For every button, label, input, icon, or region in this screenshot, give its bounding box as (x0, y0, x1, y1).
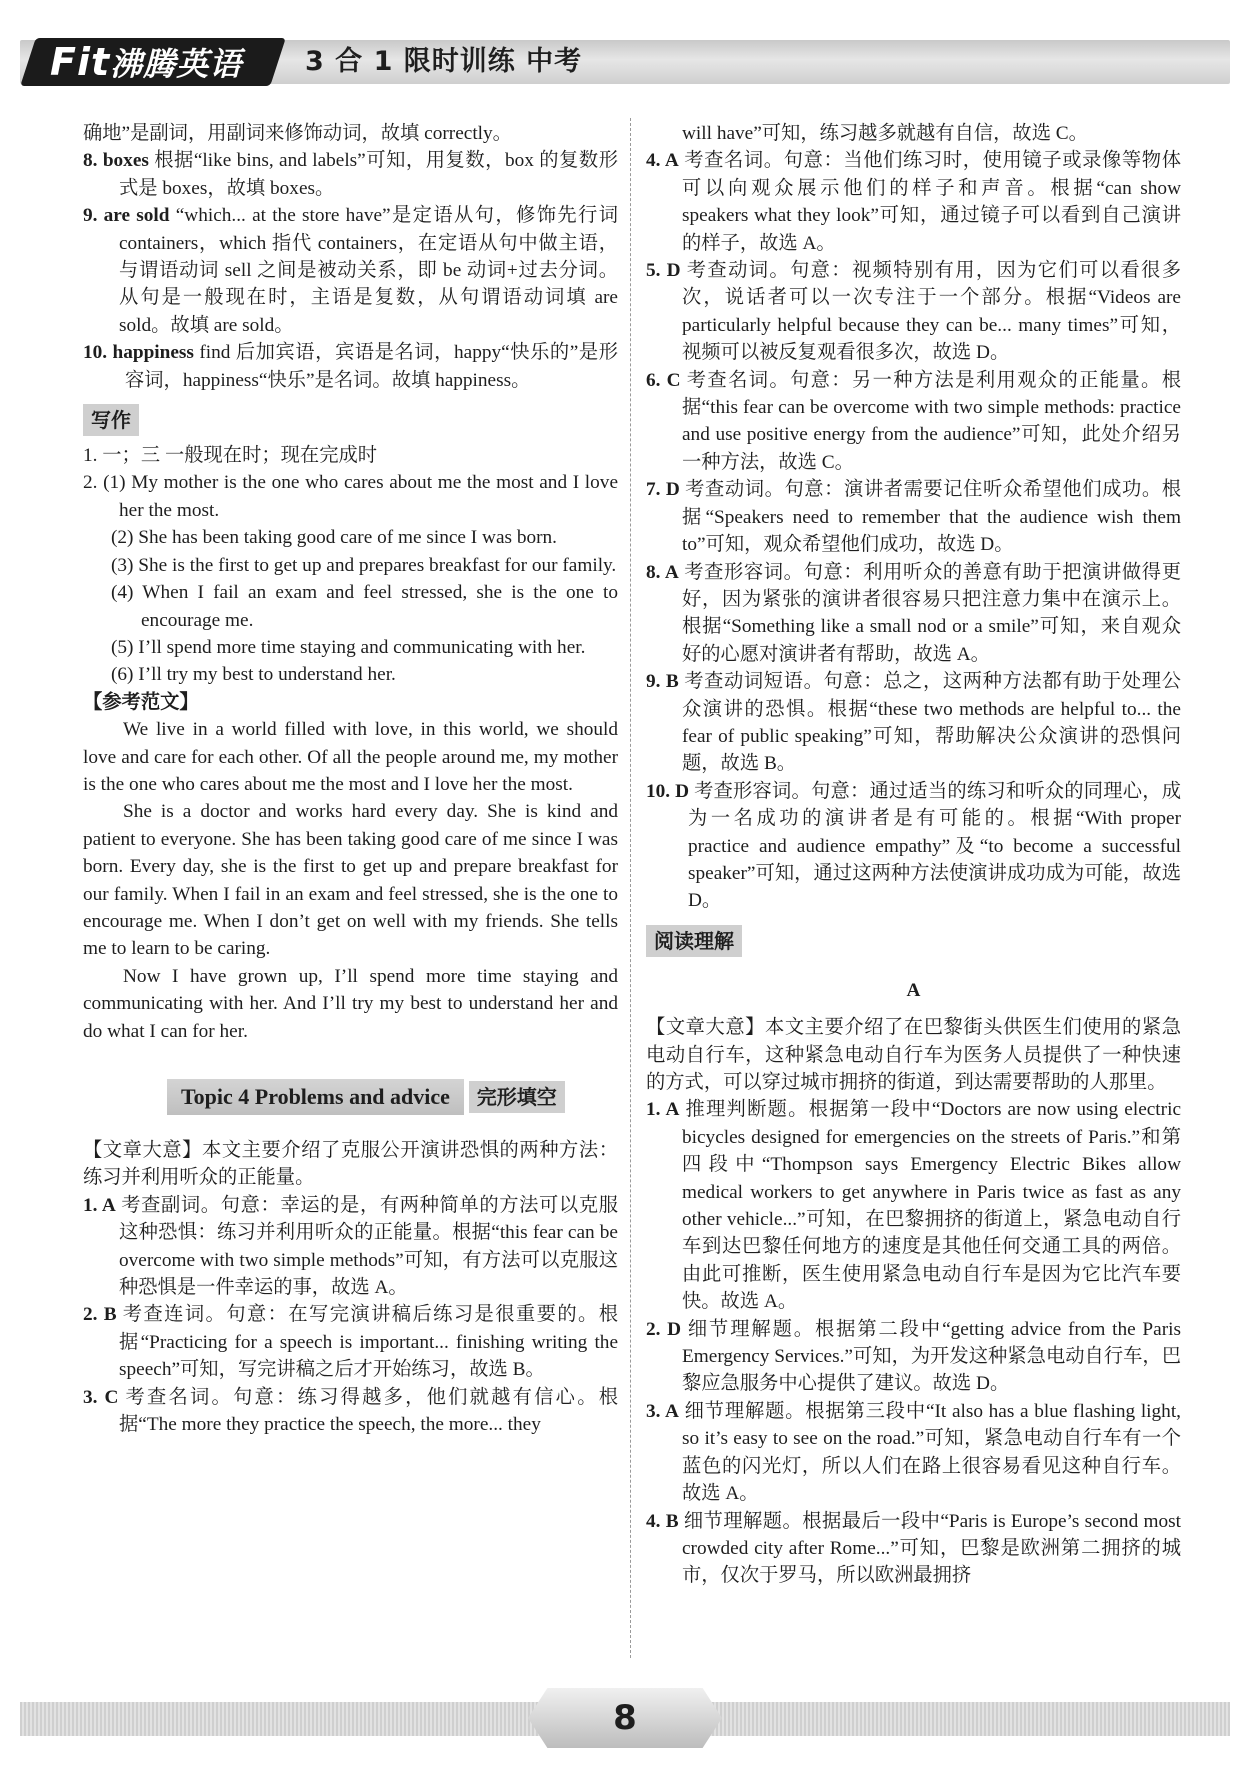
sample-paragraph: Now I have grown up, I’ll spend more time staying and communicating with her. And I’ll try my best to understand her and do what I can for her. (83, 965, 618, 1042)
sample-paragraph: We live in a world filled with love, in this world, we should love and care for each other. Of all the people around me, my mother is the one who cares about me the most and I love her the most. (83, 719, 618, 795)
writing-item: (6) I’ll try my best to understand her. (111, 664, 396, 686)
writing-item: 2. (1) My mother is the one who cares about me the most and I love her the most. (83, 472, 618, 521)
answer-item: 10. D 考查形容词。句意：通过适当的练习和听众的同理心，成为一名成功的演讲者是有可能的。根据“With proper practice and audience empathy”及“to become a successful speaker”可知，通过这两种方法使演讲成功成为可能，故选 D。 (646, 780, 1181, 912)
section-heading-cloze: 完形填空 (469, 1081, 565, 1113)
answer-item: 1. A 推理判断题。根据第一段中“Doctors are now using electric bicycles designed for emergencies on the streets of Paris.”和第四段中“Thompson says Emergency Electric Bikes allow medical workers to get anywhere in Paris twice as fast as any other vehicle...”可知，在巴黎拥挤的街道上，紧急电动自行车到达巴黎任何地方的速度是其他任何交通工具的两倍。由此可推断，医生使用紧急电动自行车是因为它比汽车要快。故选 A。 (646, 1099, 1181, 1313)
writing-item: (2) She has been taking good care of me since I was born. (111, 527, 558, 549)
continued-text: will have”可知，练习越多就越有自信，故选 C。 (682, 123, 1088, 144)
answer-item: 3. C 考查名词。句意：练习得越多，他们就越有信心。根据“The more they practice the speech, the more... they (83, 1386, 618, 1436)
answer-item: 10. happiness find 后加宾语，宾语是名词，happy“快乐的”是形容词，happiness“快乐”是名词。故填 happiness。 (83, 342, 618, 391)
writing-item: (5) I’ll spend more time staying and communicating with her. (111, 636, 586, 658)
passage-label: A (906, 979, 921, 1001)
topic-heading: Topic 4 Problems and advice (167, 1079, 464, 1115)
writing-item: 1. 一；三 一般现在时；现在完成时 (83, 445, 378, 467)
answer-item: 5. D 考查动词。句意：视频特别有用，因为它们可以看很多次，说话者可以一次专注于一个部分。根据“Videos are particularly helpful because they can be... many times”可知，视频可以被反复观看很多次，故选 D。 (646, 260, 1181, 364)
writing-item: (4) When I fail an exam and feel stressed, she is the one to encourage me. (111, 582, 618, 631)
reading-summary: 【文章大意】本文主要介绍了在巴黎街头供医生们使用的紧急电动自行车，这种紧急电动自行车为医务人员提供了一种快速的方式，可以穿过城市拥挤的街道，到达需要帮助的人那里。 (646, 1017, 1181, 1093)
answer-item: 8. boxes 根据“like bins, and labels”可知，用复数，box 的复数形式是 boxes，故填 boxes。 (83, 150, 618, 199)
brand-logo: Fit沸腾英语 (50, 40, 243, 84)
answer-item: 4. A 考查名词。句意：当他们练习时，使用镜子或录像等物体可以向观众展示他们的样子和声音。根据“can show speakers what they look”可知，通过镜子可以看到自己演讲的样子，故选 A。 (646, 150, 1181, 254)
section-heading-reading: 阅读理解 (646, 925, 742, 957)
answer-item: 2. D 细节理解题。根据第二段中“getting advice from the Paris Emergency Services.”可知，为开发这种紧急电动自行车，巴黎应急服务中心提供了建议。故选 D。 (646, 1318, 1181, 1395)
answer-item: 6. C 考查名词。句意：另一种方法是利用观众的正能量。根据“this fear can be overcome with two simple methods: practice and use positive energy from the audience”可知，此处介绍另一种方法，故选 C。 (646, 369, 1181, 473)
sample-paragraph: She is a doctor and works hard every day. She is kind and patient to everyone. She has been taking good care of me since I was born. Every day, she is the first to get up and prepare breakfast for our family. When I fail in an exam and feel stressed, she is the one to encourage me. When I don’t get on well with my friends. She tells me to learn to be caring. (83, 801, 618, 960)
answer-item: 4. B 细节理解题。根据最后一段中“Paris is Europe’s second most crowded city after Rome...”可知，巴黎是欧洲第二拥挤的城市，仅次于罗马，所以欧洲最拥挤 (646, 1510, 1181, 1587)
answer-item: 1. A 考查副词。句意：幸运的是，有两种简单的方法可以克服这种恐惧：练习并利用听众的正能量。根据“this fear can be overcome with two simple methods”可知，有方法可以克服这种恐惧是一件幸运的事，故选 A。 (83, 1194, 618, 1299)
answer-item: 9. are sold “which... at the store have”是定语从句，修饰先行词 containers，which 指代 containers，在定语从句中做主语，与谓语动词 sell 之间是被动关系，即 be 动词+过去分词。从句是一般现在时，主语是复数，从句谓语动词填 are sold。故填 are sold。 (83, 205, 618, 336)
continued-text: 确地”是副词，用副词来修饰动词，故填 correctly。 (83, 123, 512, 144)
section-heading-writing: 写作 (83, 404, 139, 436)
answer-item: 9. B 考查动词短语。句意：总之，这两种方法都有助于处理公众演讲的恐惧。根据“these two methods are helpful to... the fear of public speaking”可知，帮助解决公众演讲的恐惧问题，故选 B。 (646, 671, 1181, 775)
writing-item: (3) She is the first to get up and prepares breakfast for our family. (111, 554, 617, 576)
sample-essay-title: 【参考范文】 (83, 691, 199, 713)
right-column (646, 120, 1181, 1590)
answer-item: 2. B 考查连词。句意：在写完演讲稿后练习是很重要的。根据“Practicing for a speech is important... finishing writing the speech”可知，写完讲稿之后才开始练习，故选 B。 (83, 1304, 618, 1381)
answer-item: 7. D 考查动词。句意：演讲者需要记住听众希望他们成功。根据“Speakers need to remember that the audience wish them to”可知，观众希望他们成功，故选 D。 (646, 479, 1181, 556)
book-subtitle: 3 合 1 限时训练 中考 (305, 46, 583, 77)
answer-item: 8. A 考查形容词。句意：利用听众的善意有助于把演讲做得更好，因为紧张的演讲者很容易只把注意力集中在演示上。根据“Something like a small nod or a smile”可知，来自观众好的心愿对演讲者有帮助，故选 A。 (646, 561, 1181, 665)
left-column (83, 120, 618, 1438)
cloze-summary: 【文章大意】本文主要介绍了克服公开演讲恐惧的两种方法：练习并利用听众的正能量。 (83, 1140, 618, 1189)
page-number: 8 (613, 1698, 637, 1738)
answer-item: 3. A 细节理解题。根据第三段中“It also has a blue flashing light, so it’s easy to see on the road.”可知，紧急电动自行车有一个蓝色的闪光灯，所以人们在路上很容易看见这种自行车。故选 A。 (646, 1400, 1181, 1505)
column-divider (630, 118, 631, 1658)
